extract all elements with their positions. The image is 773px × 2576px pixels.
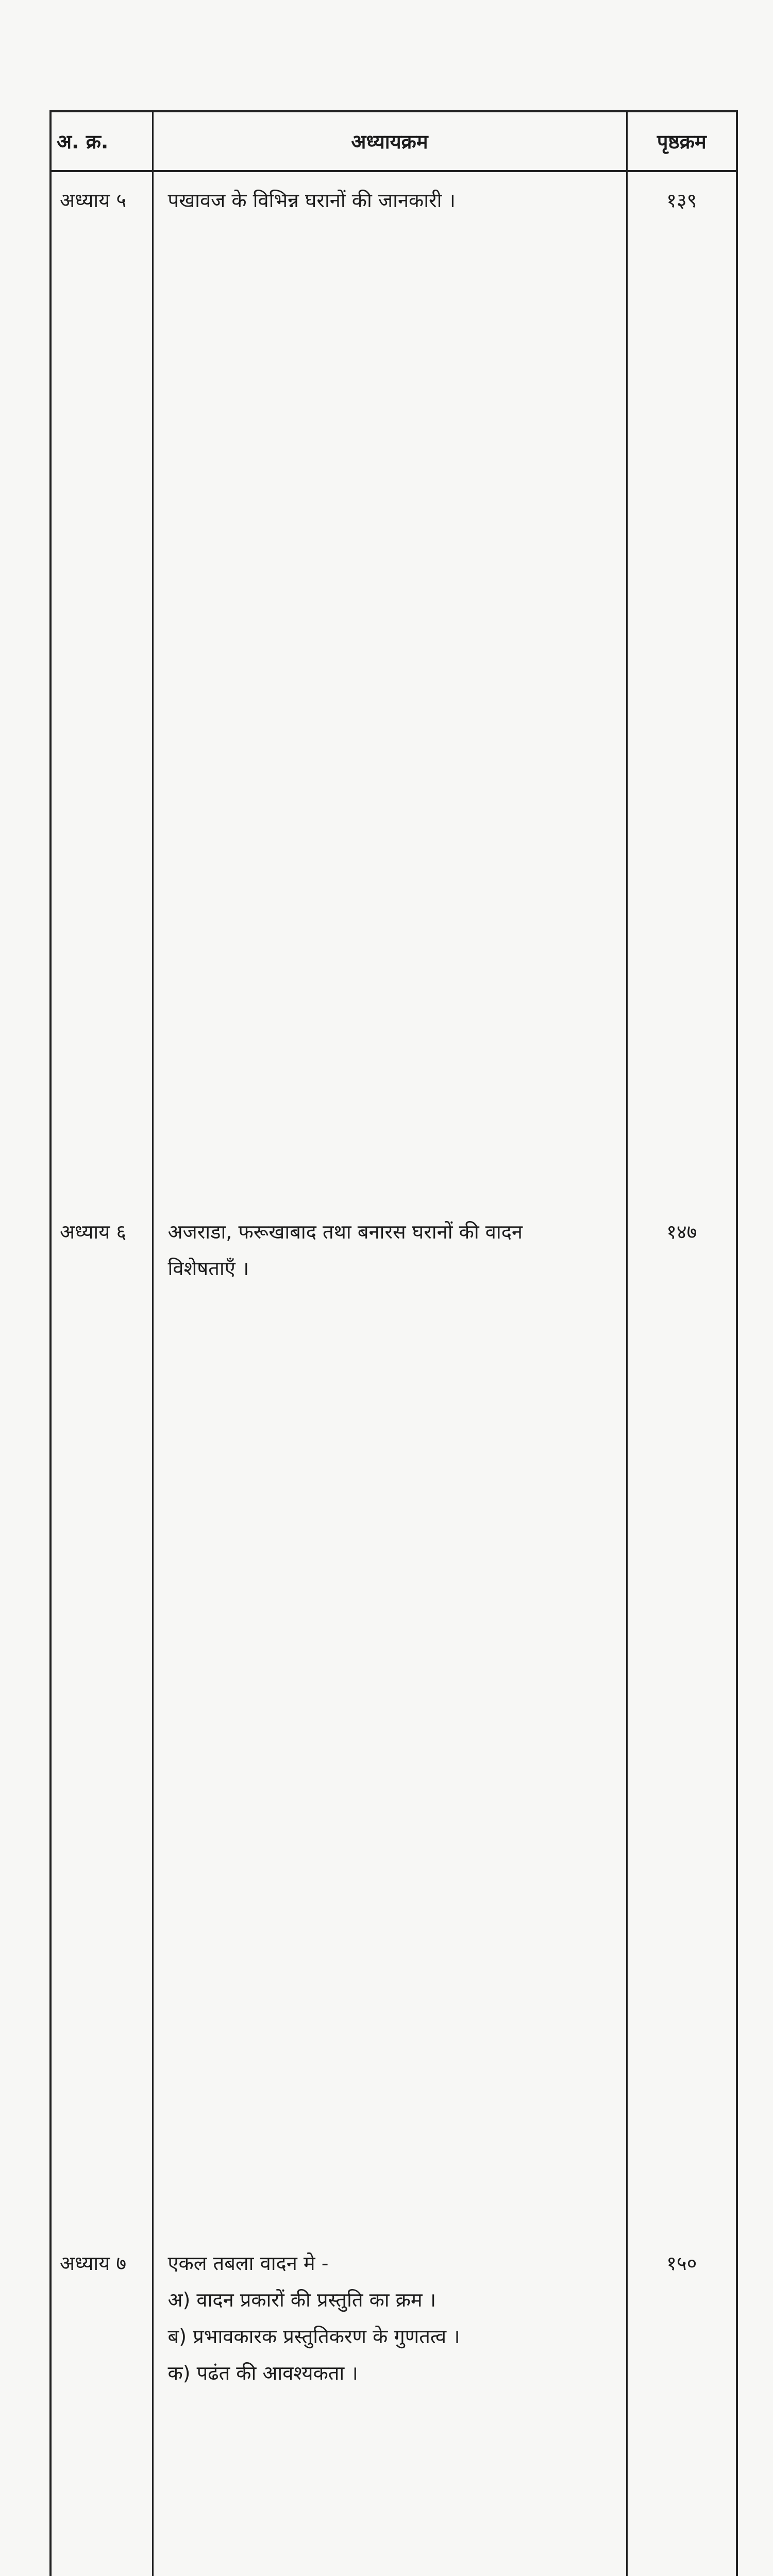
- header-chapter-list: अध्यायक्रम: [153, 111, 627, 171]
- chapter-page: १५०: [627, 2245, 737, 2576]
- table-header-row: [51, 111, 737, 171]
- chapter-page: १३९: [627, 171, 737, 1213]
- chapter-title-line: अ) वादन प्रकारों की प्रस्तुति का क्रम ।: [167, 2289, 436, 2311]
- chapter-title: [153, 2245, 627, 2576]
- chapter-title: [153, 1213, 627, 2245]
- header-chapter-number: अ. क्र.: [51, 111, 153, 171]
- chapter-title: [153, 171, 627, 1213]
- header-page-number: पृष्ठक्रम: [627, 111, 737, 171]
- chapter-page: १४७: [627, 1213, 737, 2245]
- chapter-title-line: पखावज के विभिन्न घरानों की जानकारी ।: [167, 189, 456, 212]
- chapter-number: अध्याय ५: [51, 171, 153, 1213]
- chapter-title-line: अजराडा, फरूखाबाद तथा बनारस घरानों की वादन: [167, 1221, 523, 1243]
- table-row: [51, 171, 737, 1213]
- chapter-title-line: ब) प्रभावकारक प्रस्तुतिकरण के गुणतत्व ।: [167, 2325, 460, 2348]
- chapter-number: अध्याय ६: [51, 1213, 153, 2245]
- chapter-number: अध्याय ७: [51, 2245, 153, 2576]
- chapter-title-line: एकल तबला वादन मे -: [167, 2252, 329, 2275]
- table-row: [51, 2245, 737, 2576]
- table-row: [51, 1213, 737, 2245]
- chapter-title-line: विशेषताएँ ।: [167, 1257, 249, 1280]
- contents-table: [49, 110, 738, 2576]
- chapter-title-line: क) पढंत की आवश्यकता ।: [167, 2362, 358, 2384]
